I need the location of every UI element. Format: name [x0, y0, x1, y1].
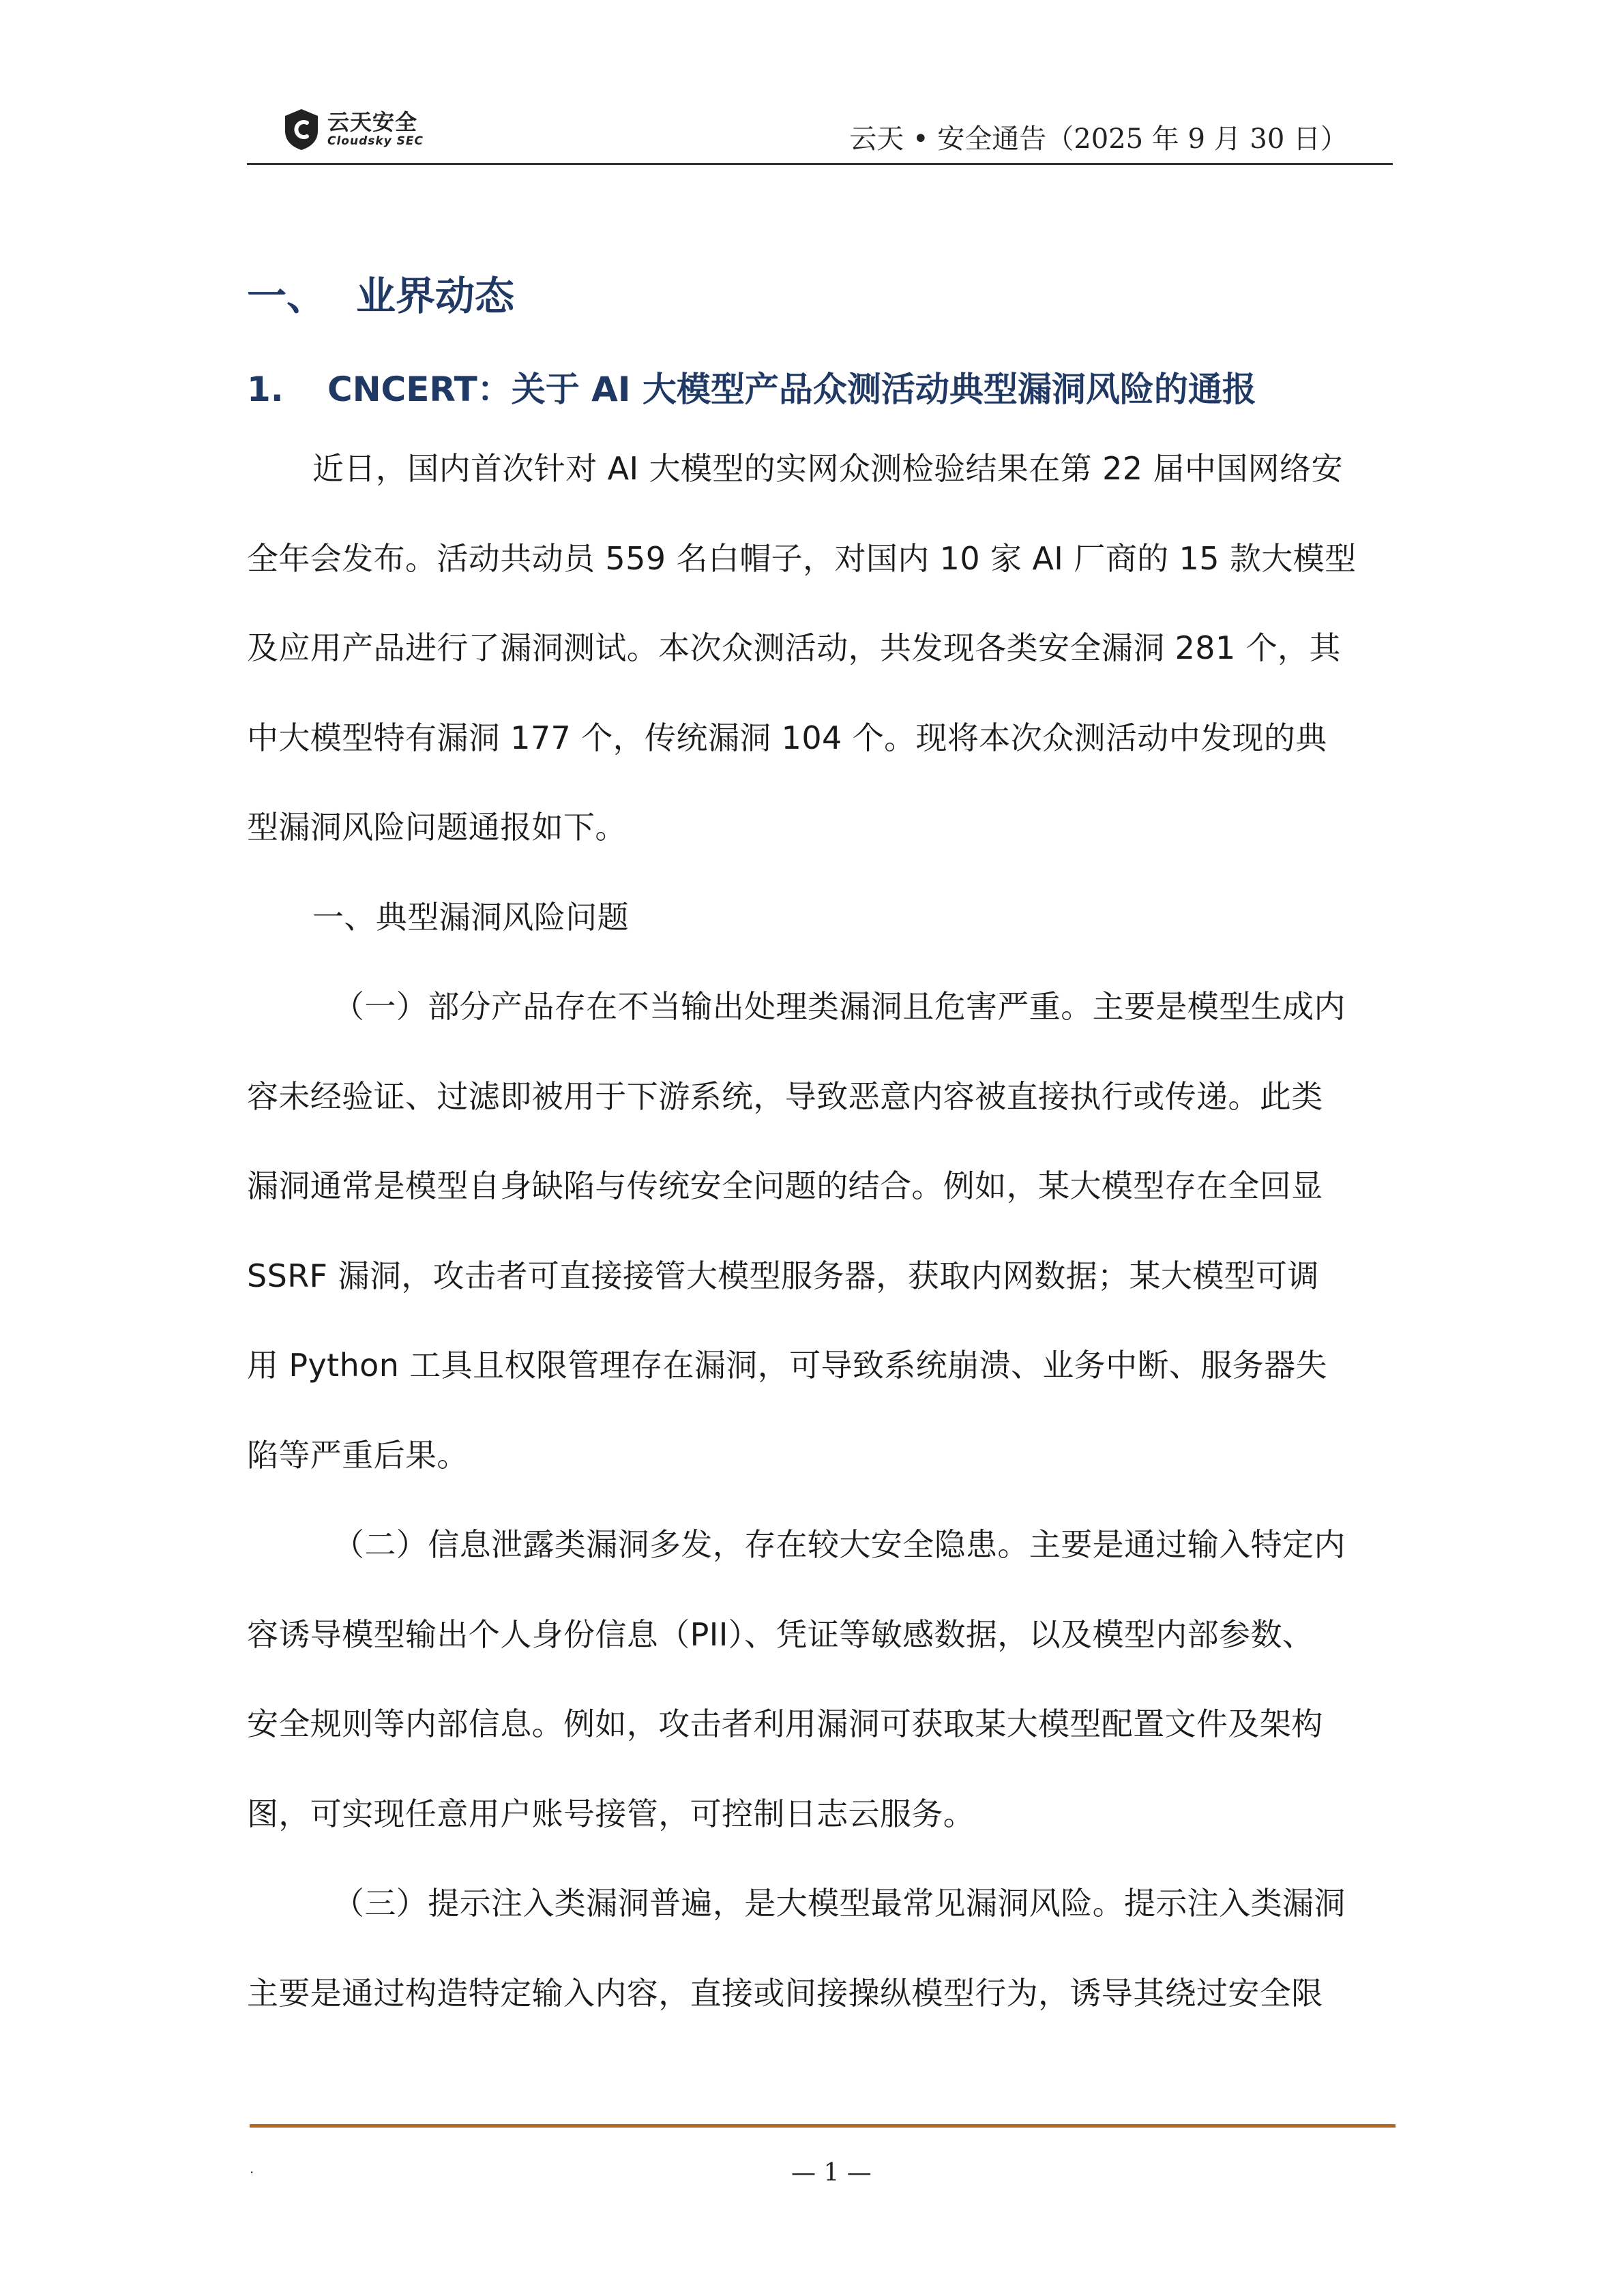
- document-body: [247, 245, 1379, 2038]
- section-number: 一、: [247, 273, 327, 319]
- body-line: 陷等严重后果。: [247, 1436, 469, 1474]
- logo-cn-text: 云天安全: [327, 109, 418, 135]
- page-number: — 1 —: [791, 2159, 872, 2187]
- body-line: （一）部分产品存在不当输出处理类漏洞且危害严重。主要是模型生成内: [333, 988, 1346, 1025]
- body-line: SSRF 漏洞，攻击者可直接接管大模型服务器，获取内网数据；某大模型可调: [247, 1257, 1319, 1294]
- logo: [282, 102, 424, 157]
- header-divider: [247, 163, 1393, 165]
- body-line: 安全规则等内部信息。例如，攻击者利用漏洞可获取某大模型配置文件及架构: [247, 1705, 1323, 1742]
- body-line: 漏洞通常是模型自身缺陷与传统安全问题的结合。例如，某大模型存在全回显: [247, 1167, 1323, 1204]
- shield-logo-icon: [282, 108, 321, 151]
- page-header: [247, 89, 1393, 165]
- body-line: 型漏洞风险问题通报如下。: [247, 809, 627, 846]
- body-line: 及应用产品进行了漏洞测试。本次众测活动，共发现各类安全漏洞 281 个，其: [247, 629, 1341, 666]
- body-line: 用 Python 工具且权限管理存在漏洞，可导致系统崩溃、业务中断、服务器失: [247, 1347, 1327, 1384]
- body-line: 主要是通过构造特定输入内容，直接或间接操纵模型行为，诱导其绕过安全限: [247, 1974, 1323, 2012]
- header-title: 云天 • 安全通告（2025 年 9 月 30 日）: [849, 123, 1348, 155]
- article-body: [247, 424, 1379, 2038]
- body-line: （二）信息泄露类漏洞多发，存在较大安全隐患。主要是通过输入特定内: [333, 1526, 1346, 1563]
- footer-dot: .: [250, 2160, 254, 2177]
- section-heading: [247, 262, 1379, 330]
- body-line: （三）提示注入类漏洞普遍，是大模型最常见漏洞风险。提示注入类漏洞: [333, 1885, 1346, 1922]
- body-line: 近日，国内首次针对 AI 大模型的实网众测检验结果在第 22 届中国网络安: [312, 450, 1343, 487]
- body-line: 图，可实现任意用户账号接管，可控制日志云服务。: [247, 1795, 975, 1832]
- body-line: 中大模型特有漏洞 177 个，传统漏洞 104 个。现将本次众测活动中发现的典: [247, 719, 1327, 756]
- article-title: CNCERT：关于 AI 大模型产品众测活动典型漏洞风险的通报: [327, 370, 1256, 409]
- article-number: 1.: [247, 370, 284, 409]
- body-line: 容未经验证、过滤即被用于下游系统，导致恶意内容被直接执行或传递。此类: [247, 1077, 1323, 1115]
- body-line: 全年会发布。活动共动员 559 名白帽子，对国内 10 家 AI 厂商的 15 款大模型: [247, 539, 1357, 577]
- section-title: 业界动态: [356, 273, 515, 319]
- body-line: 容诱导模型输出个人身份信息（PII）、凭证等敏感数据，以及模型内部参数、: [247, 1615, 1314, 1653]
- footer-divider: [250, 2124, 1396, 2128]
- article-heading: [247, 359, 1379, 420]
- logo-en-text: Cloudsky SEC: [327, 134, 424, 148]
- body-subheading: 一、典型漏洞风险问题: [312, 898, 629, 936]
